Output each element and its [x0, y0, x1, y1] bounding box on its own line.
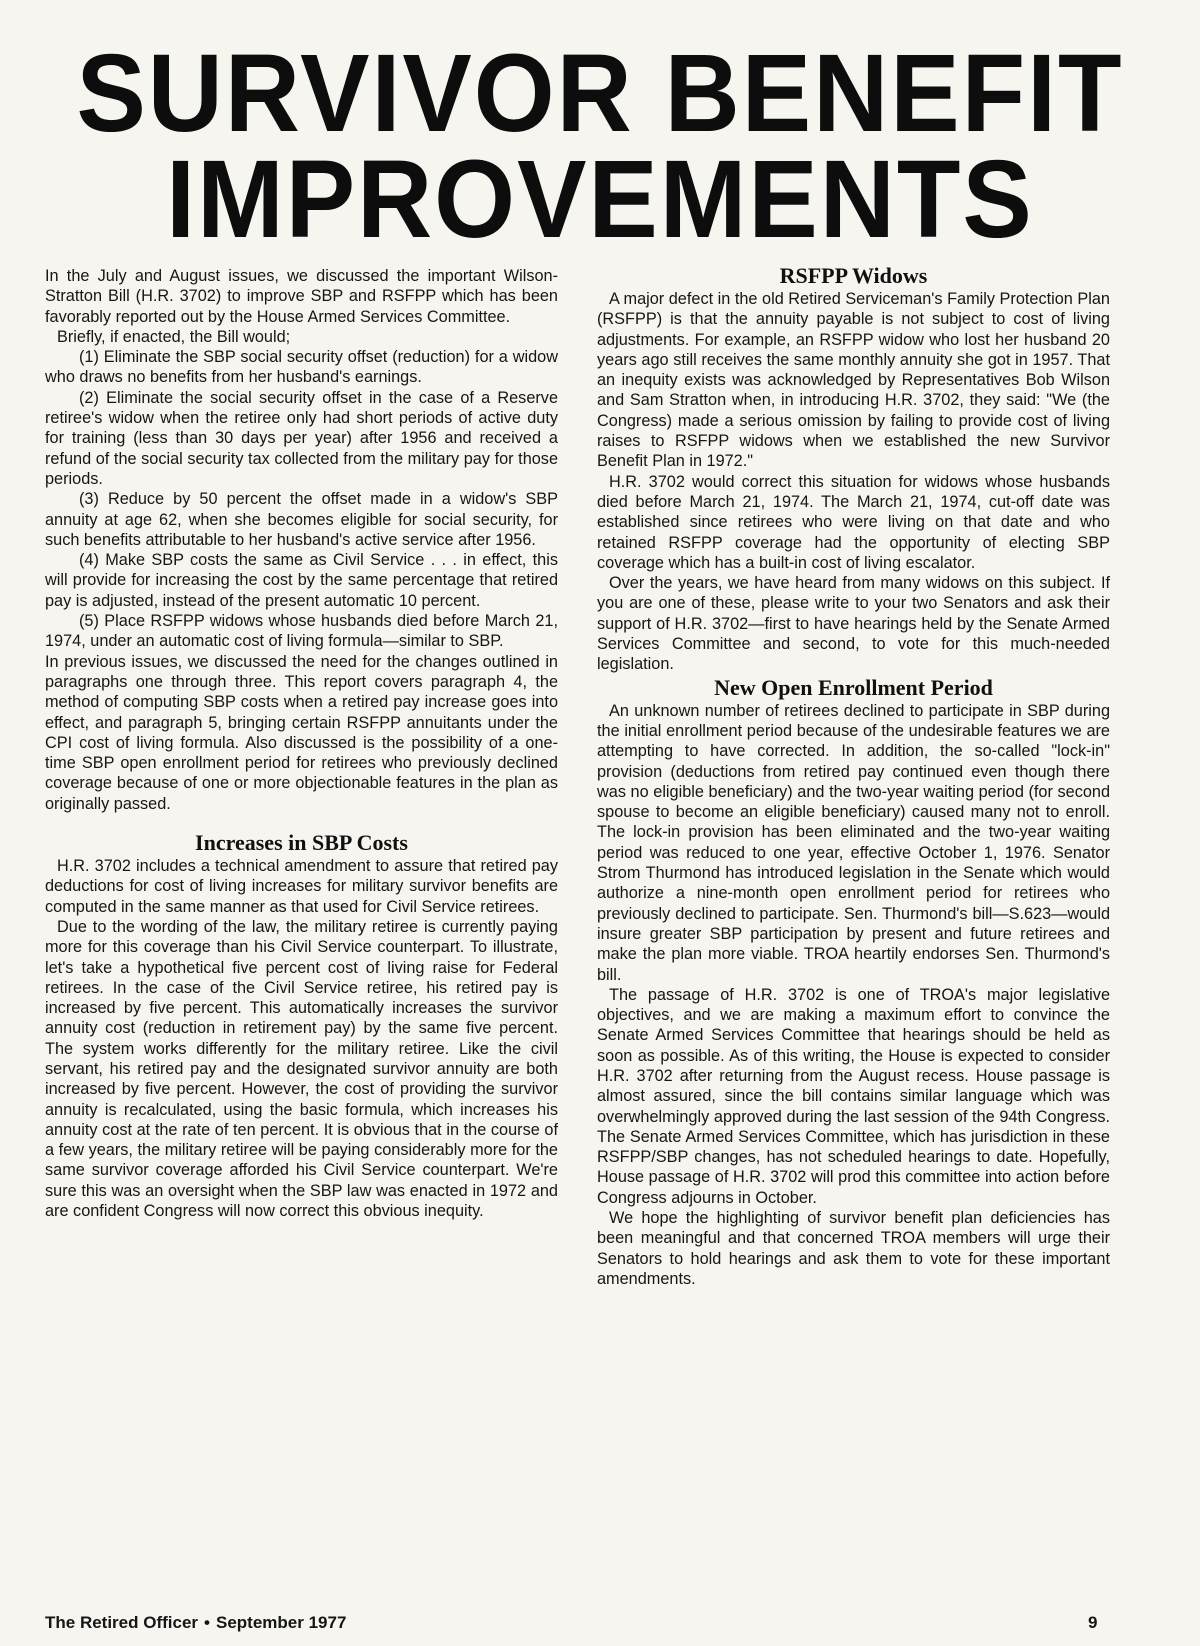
left-column — [45, 266, 558, 1221]
footer-publication-line — [45, 1613, 346, 1633]
body-paragraph: An unknown number of retirees declined to participate in SBP during the initial enrollment period because of the undesirable features we are attempting to have corrected. In addition, the so-called "lock-in" provision (deductions from retired pay continued even though there was no eligible beneficiary) and the two-year waiting period (for second spouse to become an eligible beneficiary) caused many not to enroll. The lock-in provision has been eliminated and the two-year waiting period was reduced to one year, effective October 1, 1976. Senator Strom Thurmond has introduced legislation in the Senate which would authorize a nine-month open enrollment period for retirees who previously declined to participate. Sen. Thurmond's bill—S.623—would insure greater SBP participation by present and future retirees and make the plan more viable. TROA heartily endorses Sen. Thurmond's bill. — [597, 701, 1110, 984]
section-heading-open-enrollment: New Open Enrollment Period — [714, 674, 993, 700]
publication-name: The Retired Officer — [45, 1613, 199, 1632]
list-item: (2) Eliminate the social security offset in the case of a Reserve retiree's widow when the retiree only had short periods of active duty for training (less than 30 days per year) after 1956 and received a refund of the social security tax collected from the military pay for those periods. — [45, 388, 558, 488]
body-paragraph: We hope the highlighting of survivor benefit plan deficiencies has been meaningful and that concerned TROA members will urge their Senators to hold hearings and ask them to vote for these important amendments. — [597, 1209, 1110, 1288]
list-item: (5) Place RSFPP widows whose husbands died before March 21, 1974, under an automatic cost of living formula—similar to SBP. — [45, 612, 558, 651]
list-item: (4) Make SBP costs the same as Civil Service . . . in effect, this will provide for increasing the cost by the same percentage that retired pay is adjusted, instead of the present automatic 10 percent. — [45, 551, 558, 610]
section-heading-increases: Increases in SBP Costs — [195, 830, 408, 856]
body-paragraph: H.R. 3702 would correct this situation for widows whose husbands died before March 21, 1974. The March 21, 1974, cut-off date was established since retirees who were living on that date and who retained RSFPP coverage had the opportunity of electing SBP coverage which has a built-in cost of living escalator. — [597, 472, 1110, 572]
page-number: 9 — [1088, 1613, 1098, 1632]
issue-date: September 1977 — [216, 1613, 347, 1632]
body-paragraph: Due to the wording of the law, the military retiree is currently paying more for this coverage than his Civil Service counterpart. To illustrate, let's take a hypothetical five percent cost of living raise for Federal retirees. In the case of the Civil Service retiree, his retired pay is increased by five percent. This automatically increases the survivor annuity cost (reduction in retirement pay) by the same five percent. The system works differently for the military retiree. Like the civil servant, his retired pay and the designated survivor annuity are both increased by five percent. However, the cost of providing the survivor annuity is recalculated, using the basic formula, which increases his annuity cost at the rate of ten percent. It is obvious that in the course of a few years, the military retiree will be paying considerably more for the same survivor coverage afforded his Civil Service counterpart. We're sure this was an oversight when the SBP law was enacted in 1972 and are confident Congress will now correct this obvious inequity. — [45, 917, 558, 1221]
body-paragraph: H.R. 3702 includes a technical amendment to assure that retired pay deductions for cost of living increases for military survivor benefits are computed in the same manner as that used for Civil Service retirees. — [45, 857, 558, 916]
section-heading-rsfpp: RSFPP Widows — [779, 263, 928, 288]
intro-paragraph: In the July and August issues, we discussed the important Wilson-Stratton Bill (H.R. 3702) to improve SBP and RSFPP which has been favorably reported out by the House Armed Services Committee. — [45, 267, 558, 326]
list-item: (1) Eliminate the SBP social security offset (reduction) for a widow who draws no benefits from her husband's earnings. — [45, 348, 558, 387]
bullet-separator: • — [204, 1613, 210, 1632]
list-item: (3) Reduce by 50 percent the offset made in a widow's SBP annuity at age 62, when she becomes eligible for social security, for such benefits attributable to her husband's active service after 1956. — [45, 490, 558, 549]
body-paragraph: A major defect in the old Retired Serviceman's Family Protection Plan (RSFPP) is that the annuity payable is not subject to cost of living adjustments. For example, an RSFPP widow who lost her husband 20 years ago still receives the same monthly annuity she got in 1957. That an inequity exists was acknowledged by Representatives Bob Wilson and Sam Stratton when, in introducing H.R. 3702, they said: "We (the Congress) made a serious omission by failing to provide cost of living raises to RSFPP widows when we established the new Survivor Benefit Plan in 1972." — [597, 290, 1110, 471]
intro-paragraph: Briefly, if enacted, the Bill would; — [57, 327, 291, 346]
headline-line-2: IMPROVEMENTS — [166, 138, 1034, 262]
summary-paragraph: In previous issues, we discussed the need for the changes outlined in paragraphs one through three. This report covers paragraph 4, the method of computing SBP costs when a retired pay increase goes into effect, and paragraph 5, bringing certain RSFPP annuitants under the CPI cost of living formula. Also discussed is the possibility of a one-time SBP open enrollment period for retirees who previously declined coverage because of one or more objectionable features in the plan as originally passed. — [45, 652, 558, 813]
body-paragraph: Over the years, we have heard from many widows on this subject. If you are one of these, please write to your two Senators and ask their support of H.R. 3702—first to have hearings held by the Senate Armed Services Committee and second, to vote for this much-needed legislation. — [597, 574, 1110, 674]
right-column — [597, 264, 1110, 1289]
body-paragraph: The passage of H.R. 3702 is one of TROA's major legislative objectives, and we are making a maximum effort to convince the Senate Armed Services Committee that hearings should be held as soon as possible. As of this writing, the House is expected to consider H.R. 3702 after returning from the August recess. House passage is almost assured, since the bill contains similar language which was overwhelmingly approved during the last session of the 94th Congress. The Senate Armed Services Committee, which has jurisdiction in these RSFPP/SBP changes, has not scheduled hearings to date. Hopefully, House passage of H.R. 3702 will prod this committee into action before Congress adjourns in October. — [597, 985, 1110, 1207]
headline-line-1: SURVIVOR BENEFIT — [76, 32, 1124, 156]
